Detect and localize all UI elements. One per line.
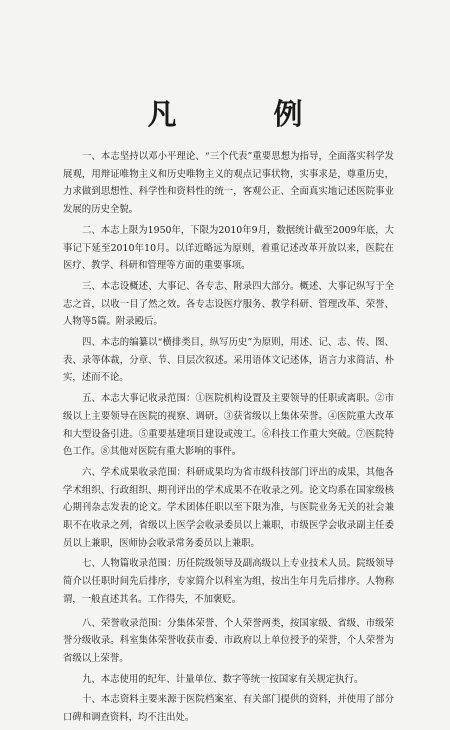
scan-speck: · (90, 603, 92, 610)
paragraph-4: 四、本志的编纂以“横排类目，纵写历史”为原则，用述、记、志、传、图、表、录等体裁，分章、节、目层次叙述。采用语体文记述体，语言力求简洁、朴实，述而不论。 (63, 337, 394, 384)
paragraph-5: 五、本志大事记收录范围：①医院机构设置及主要领导的任职或离职。②市级以上主要领导在医院的视察、调研。③获省级以上集体荣誉。④医院重大改革和大型设备引进。⑤重要基建项目建设或竣工。⑥科技工作重大突破。⑦医院特色工作。⑧其他对医院有重大影响的事件。 (63, 393, 394, 458)
paragraph-3: 三、本志设概述、大事记、各专志、附录四大部分。概述、大事记纵写于全志之首，以收一目了然之效。各专志设医疗服务、教学科研、管理改革、荣誉、人物等5篇。附录殿后。 (63, 280, 394, 328)
paragraph-9: 九、本志使用的纪年、计量单位、数字等统一按国家有关规定执行。 (82, 673, 364, 685)
body-text (63, 148, 394, 730)
paragraph-2: 二、本志上限为1950年，下限为2010年9月，数据统计截至2009年底，大事记下延至2010年10月。以详近略远为原则，着重记述改革开放以来，医院在医疗、教学、科研和管理等方面的重要事项。 (63, 224, 394, 272)
paragraph-8: 八、荣誉收录范围：分集体荣誉、个人荣誉两类，按国家级、省级、市级荣誉分级收录。科室集体荣誉收获市委、市政府以上单位授予的荣誉，个人荣誉为省级以上荣誉。 (63, 617, 394, 664)
paragraph-7: 七、人物篇收录范围：历任院级领导及副高级以上专业技术人员。院级领导简介以任职时间先后排序，专家简介以科室为组，按出生年月先后排序。人物称谓，一般直述其名。工作得失，不加褒贬。 (63, 558, 394, 605)
paragraph-1: 一、本志坚持以邓小平理论、“三个代表”重要思想为指导，全面落实科学发展观，用辩证唯物主义和历史唯物主义的观点记事状物，实事求是，尊重历史，力求做到思想性、科学性和资料性的统一，客观公正、全面真实地记述医院事业发展的历史全貌。 (63, 151, 394, 216)
page-title: 凡 例 (147, 97, 337, 131)
paragraph-10: 十、本志资料主要来源于医院档案室、有关部门提供的资料，并使用了部分口碑和调查资料，均不注出处。 (63, 694, 394, 724)
paragraph-6: 六、学术成果收录范围：科研成果均为省市级科技部门评出的成果，其他各学术组织、行政组织、期刊评出的学术成果不在收录之列。论文均系在国家级核心期刊杂志发表的论文。学术团体任职以至下限为准，与医院业务无关的社会兼职不在收录之列，省级以上医学会收录委员以上兼职，市级医学会收录副主任委员以上兼职，医师协会收录常务委员以上兼职。 (63, 466, 394, 549)
